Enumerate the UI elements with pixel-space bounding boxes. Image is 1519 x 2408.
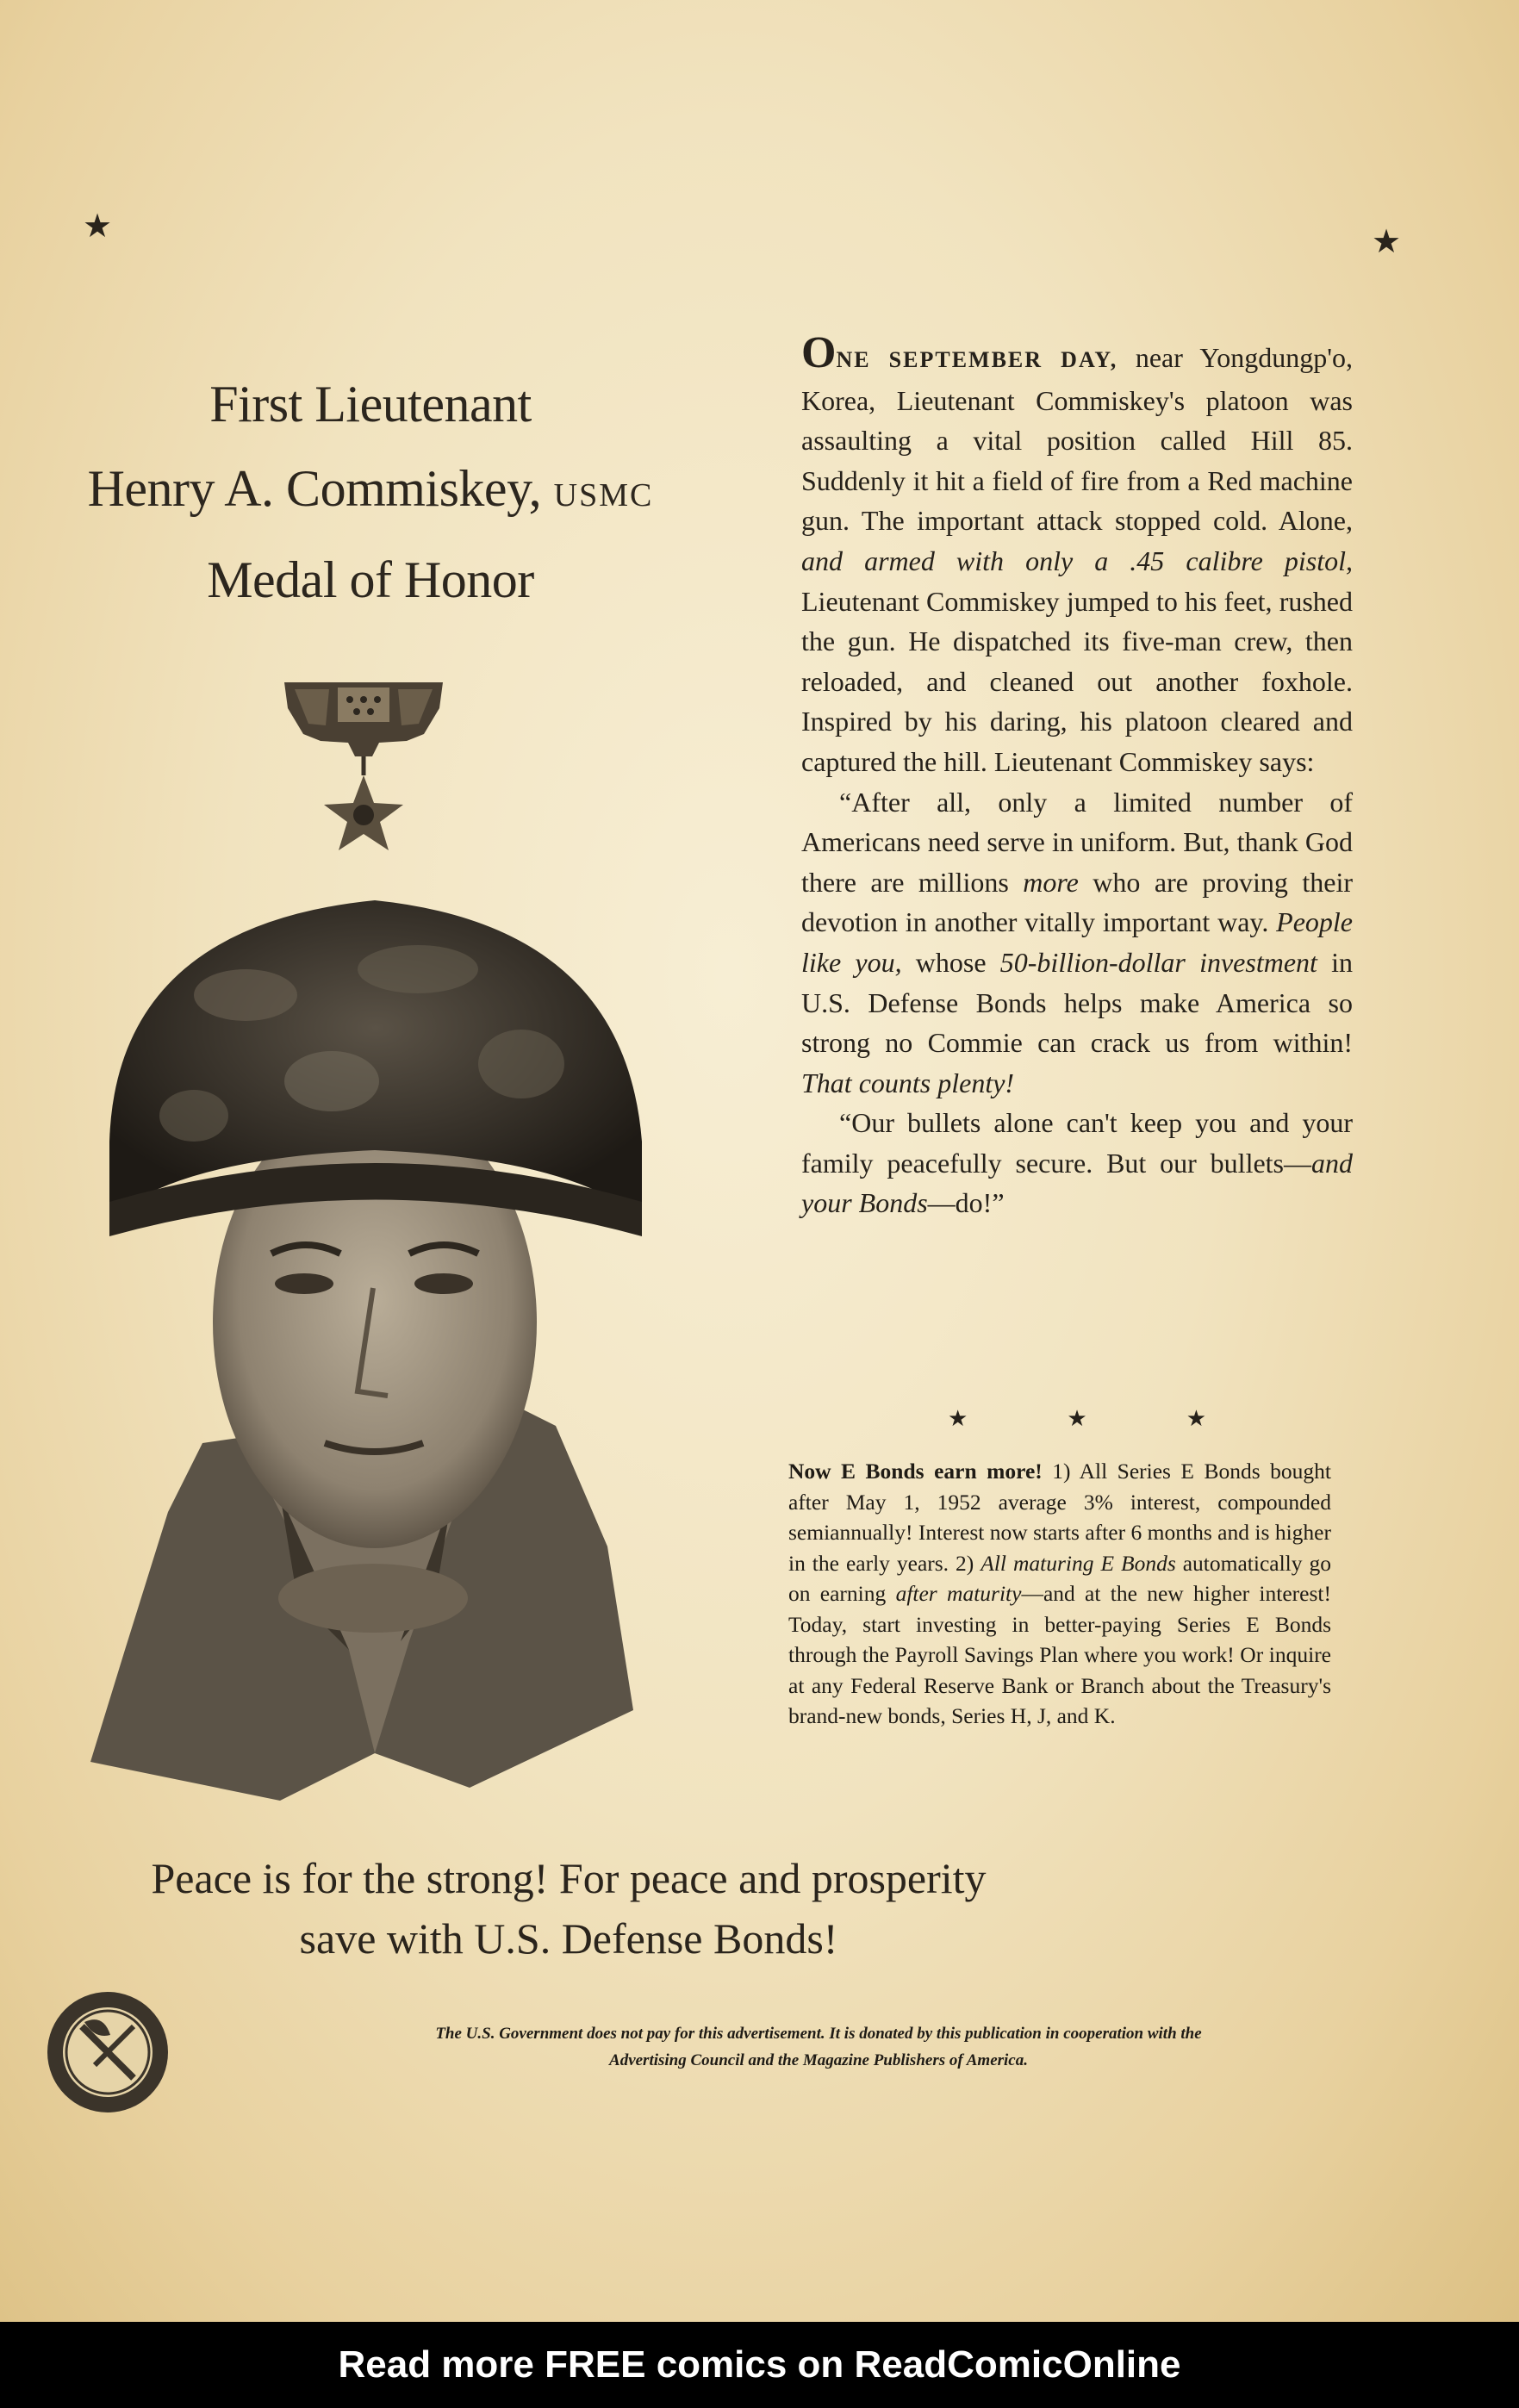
slogan-line: Peace is for the strong! For peace and prosperity (151, 1854, 987, 1902)
star-icon: ★ (1372, 224, 1402, 260)
honoree-heading (60, 362, 681, 622)
heading-usmc: USMC (553, 477, 654, 513)
star-icon: ★ (1186, 1406, 1206, 1431)
bond-info-text: Now E Bonds earn more! 1) All Series E Bonds bought after May 1, 1952 average 3% interest, compounded semiannually! Interest now starts after 6 months and is higher in the early years. 2) All maturing E Bonds automatically go on earning after maturity—and at the new higher interest! Today, start investing in better-paying Series E Bonds through the Payroll Savings Plan where you work! Or inquire at any Federal Reserve Bank or Branch about the Treasury's brand-new bonds, Series H, J, and K. (788, 1459, 1331, 1728)
quote-paragraph: “After all, only a limited number of Americans need serve in uniform. But, thank God there are millions more who are proving their devotion in another vitally important way. People like you, whose 50-billion-dollar investment in U.S. Defense Bonds helps make America so strong no Commie can crack us from within! That counts plenty! (801, 786, 1354, 1098)
star-icon: ★ (83, 208, 113, 245)
disclaimer-line: The U.S. Government does not pay for this advertisement. It is donated by this publication in cooperation with the (435, 2025, 1202, 2043)
read-more-banner[interactable]: Read more FREE comics on ReadComicOnline (0, 2322, 1519, 2408)
heading-name: Henry A. Commiskey, USMC (87, 460, 654, 517)
heading-rank: First Lieutenant (209, 376, 532, 432)
story-paragraph: ONE SEPTEMBER DAY, near Yongdungp'o, Korea, Lieutenant Commiskey's platoon was assaulting a vital position called Hill 85. Suddenly it hit a field of fire from a Red machine gun. The important attack stopped cold. Alone, and armed with only a .45 calibre pistol, Lieutenant Commiskey jumped to his feet, rushed the gun. He dispatched its five-man crew, then reloaded, and cleaned out another foxhole. Inspired by his daring, his platoon cleared and captured the hill. Lieutenant Commiskey says: (801, 328, 1354, 777)
slogan-line: save with U.S. Defense Bonds! (299, 1914, 838, 1963)
dropcap: O (801, 328, 837, 377)
quote-paragraph: “Our bullets alone can't keep you and your family peacefully secure. But our bullets—and your Bonds—do!” (801, 1107, 1353, 1219)
star-icon: ★ (1067, 1406, 1087, 1431)
soldier-portrait (90, 892, 651, 1805)
disclaimer (258, 2020, 1379, 2074)
slogan (95, 1848, 1043, 1969)
separator-stars (948, 1406, 1206, 1432)
heading-award: Medal of Honor (207, 551, 534, 608)
medal-of-honor-icon (277, 674, 450, 859)
public-service-seal-icon (43, 1988, 172, 2117)
story-text (801, 328, 1354, 1223)
star-icon: ★ (948, 1406, 968, 1431)
disclaimer-line: Advertising Council and the Magazine Publishers of America. (609, 2051, 1028, 2069)
